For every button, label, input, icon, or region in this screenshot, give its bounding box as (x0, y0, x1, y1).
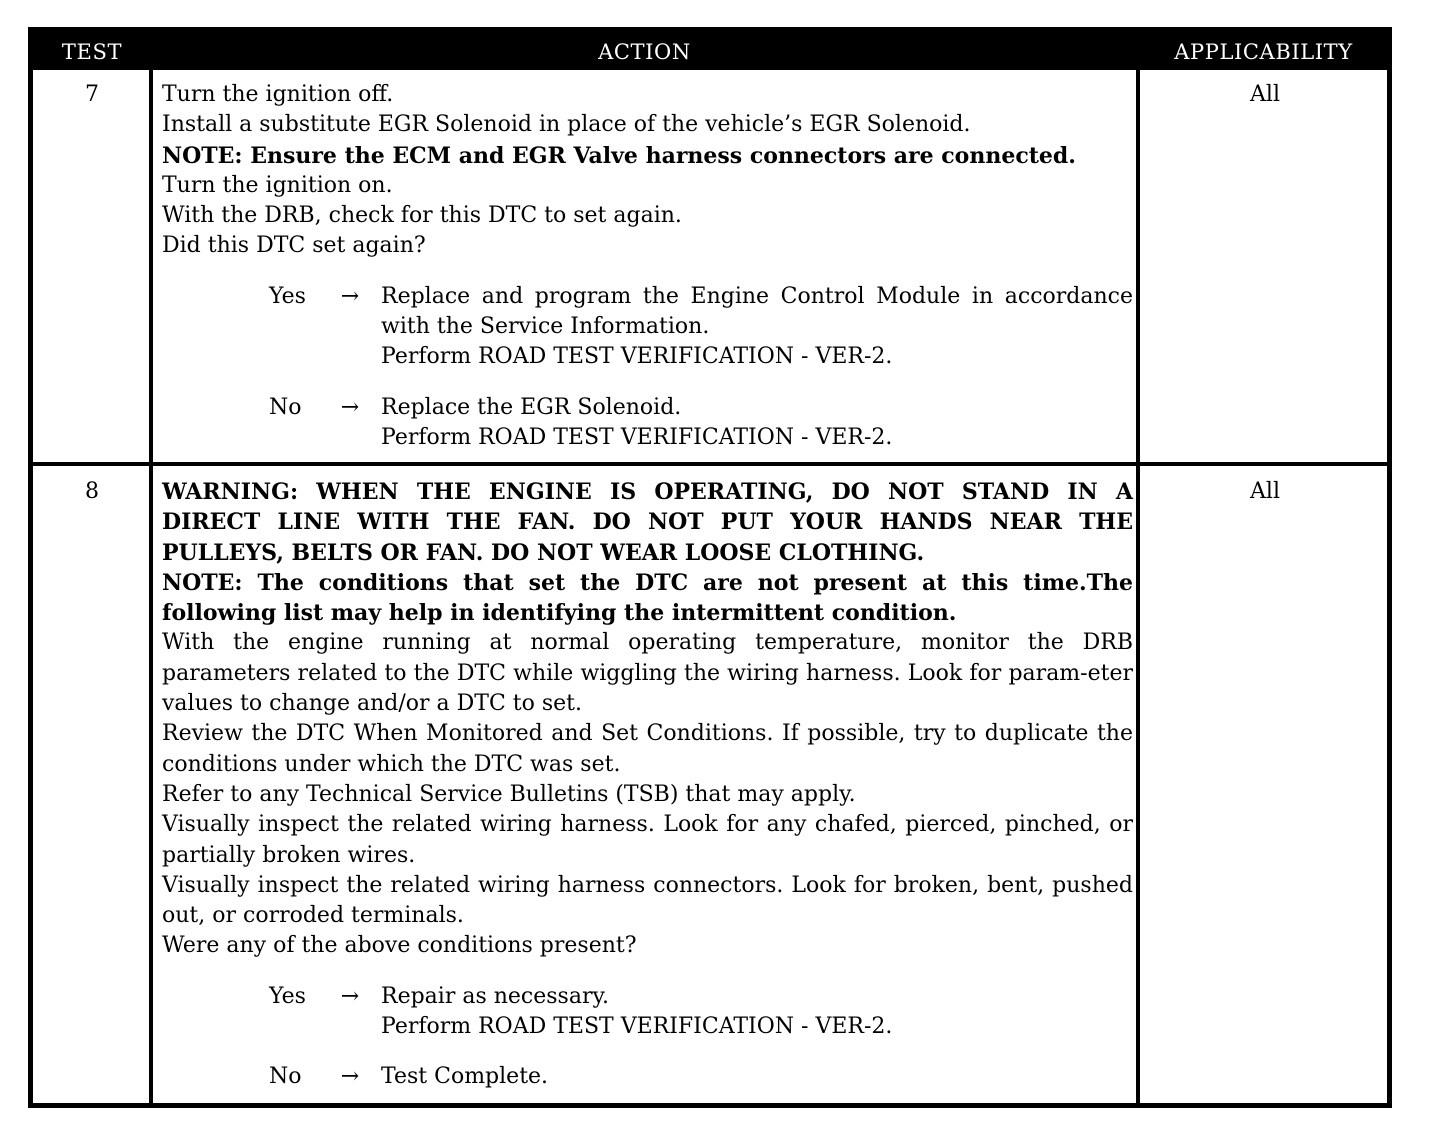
result-line: Replace and program the Engine Control Module in accordance with the Service Information. (381, 283, 1133, 340)
diagnostic-table (28, 27, 1392, 1108)
yes-label: Yes (269, 983, 306, 1009)
result-line: Test Complete. (381, 1064, 549, 1090)
arrow-icon: → (340, 283, 360, 309)
column-divider (1136, 70, 1140, 1103)
yes-branch (269, 982, 1133, 1043)
arrow-icon: → (340, 983, 360, 1009)
result-line: Replace the EGR Solenoid. (381, 394, 682, 420)
applicability-value: All (1250, 82, 1280, 107)
instruction-line: With the engine running at normal operating temperature, monitor the DRB parameters related to the DTC while wiggling the wiring harness. Look for param-eter values to change and/or a DTC to set. (162, 630, 1133, 717)
instruction-line: Visually inspect the related wiring harness. Look for any chafed, pierced, pinched, or partially broken wires. (162, 812, 1133, 868)
instruction-line: With the DRB, check for this DTC to set again. (162, 203, 682, 229)
instruction-line: Review the DTC When Monitored and Set Conditions. If possible, try to duplicate the conditions under which the DTC was set. (162, 721, 1133, 777)
yes-branch (269, 282, 1133, 373)
test-number: 8 (85, 479, 99, 504)
instruction-line: Refer to any Technical Service Bulletins (TSB) that may apply. (162, 781, 856, 807)
instruction-line: Visually inspect the related wiring harness connectors. Look for broken, bent, pushed out, or corroded terminals. (162, 872, 1133, 929)
instruction-line: Turn the ignition on. (162, 172, 393, 198)
warning-text: WARNING: WHEN THE ENGINE IS OPERATING, DO NOT STAND IN A DIRECT LINE WITH THE FAN. DO NOT PUT YOUR HANDS NEAR THE PULLEYS, BELTS OR FAN. DO NOT WEAR LOOSE CLOTHING. (162, 479, 1133, 566)
note-text: NOTE: The conditions that set the DTC are not present at this time.The following list may help in identifying the intermittent condition. (162, 569, 1133, 627)
note-line: NOTE: Ensure the ECM and EGR Valve harness connectors are connected. (162, 142, 1076, 169)
no-branch (269, 393, 1133, 454)
header-action: ACTION (598, 40, 691, 64)
question-line: Were any of the above conditions present? (162, 933, 637, 959)
action-cell (162, 80, 1133, 453)
applicability-value: All (1250, 479, 1280, 504)
instruction-line: Turn the ignition off. (162, 82, 394, 107)
header-applicability: APPLICABILITY (1174, 40, 1353, 64)
instruction-line: Install a substitute EGR Solenoid in place of the vehicle’s EGR Solenoid. (162, 112, 971, 138)
no-label: No (269, 1064, 302, 1090)
row-divider (33, 462, 1387, 466)
result-line: Repair as necessary. (381, 983, 609, 1009)
yes-label: Yes (269, 283, 306, 309)
action-cell (162, 477, 1133, 1093)
test-number: 7 (85, 82, 99, 107)
question-line: Did this DTC set again? (162, 233, 426, 259)
no-branch (269, 1062, 1133, 1092)
table-header (33, 32, 1387, 70)
arrow-icon: → (340, 394, 360, 420)
result-line: Perform ROAD TEST VERIFICATION - VER-2. (381, 424, 893, 450)
result-line: Perform ROAD TEST VERIFICATION - VER-2. (381, 1014, 893, 1040)
result-line: Perform ROAD TEST VERIFICATION - VER-2. (381, 344, 893, 370)
no-label: No (269, 394, 302, 420)
header-test: TEST (61, 40, 123, 64)
column-divider (149, 70, 153, 1103)
arrow-icon: → (340, 1064, 360, 1090)
